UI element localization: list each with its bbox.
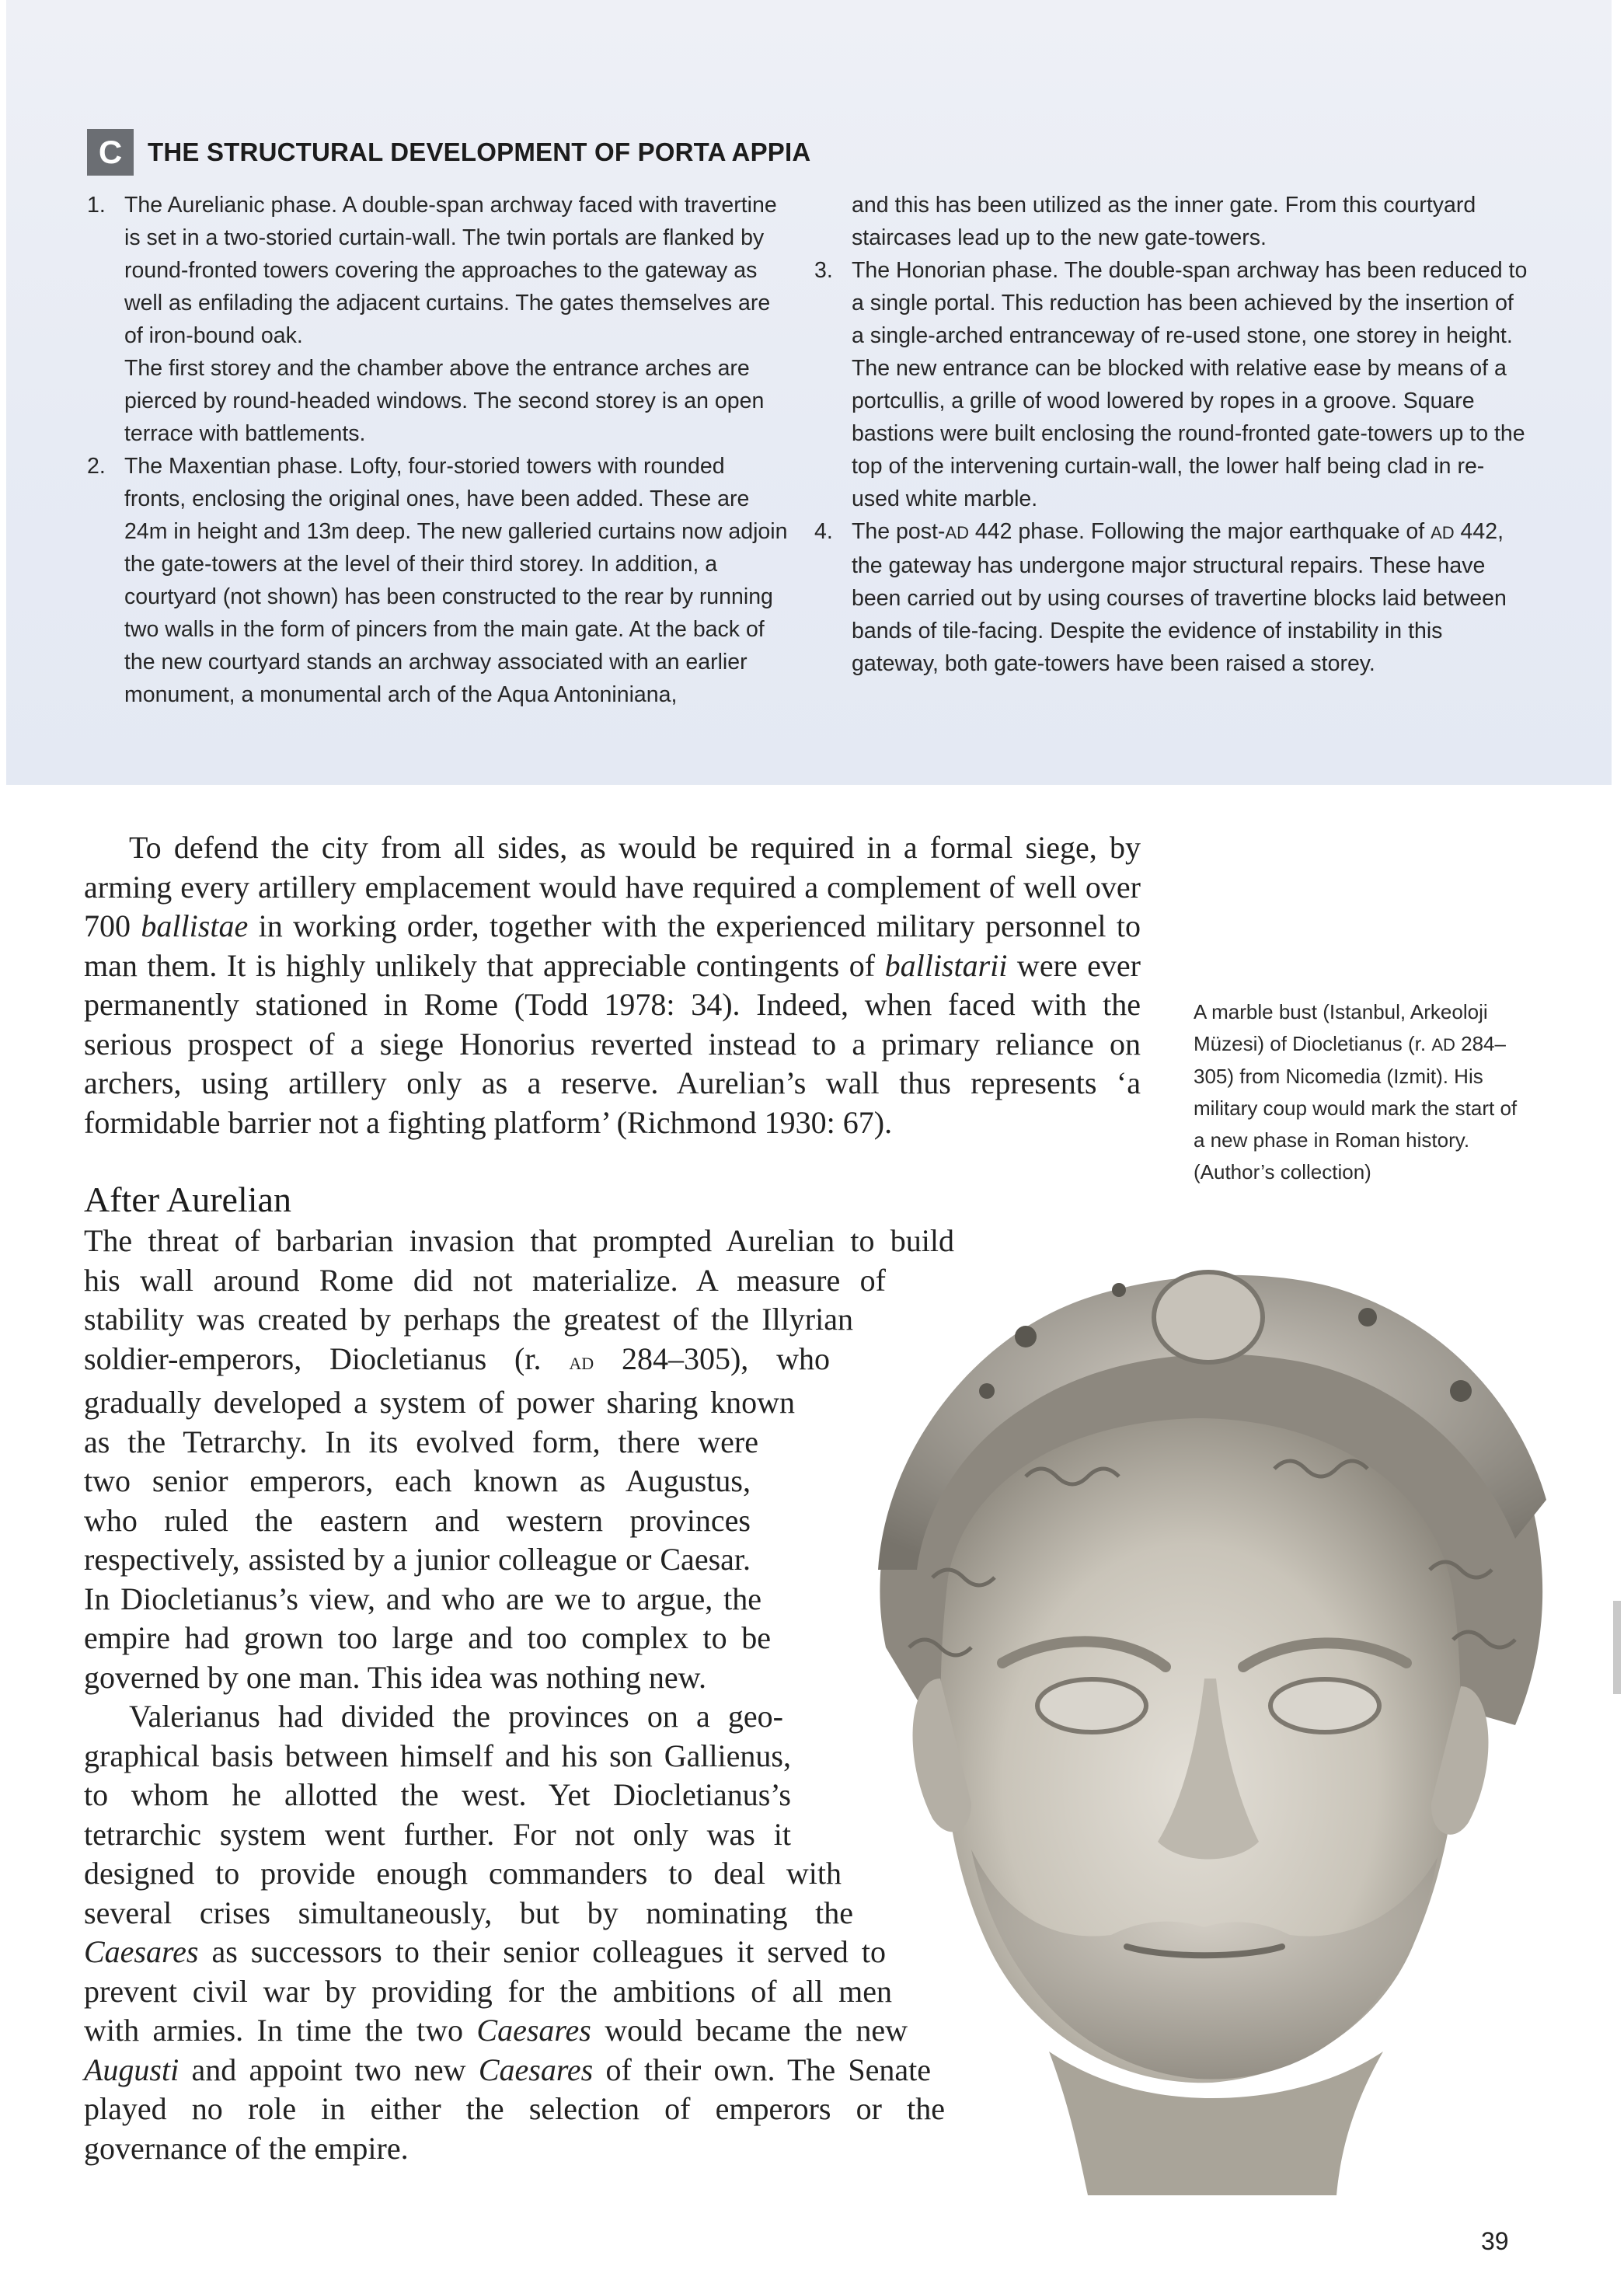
text-line: governed by one man. This idea was nothing new. [84,1659,706,1695]
text-line: his wall around Rome did not materialize. A measure of [84,1262,886,1298]
text-run: The post- [852,519,946,544]
era-small-caps: AD [945,523,969,542]
text-line [84,2011,908,2051]
body-paragraphs-after-aurelian [84,1222,954,2168]
era-small-caps: AD [1431,523,1455,542]
phase-2-item [87,450,790,711]
page-number: 39 [1481,2227,1509,2255]
text-line [84,1340,830,1384]
text-line: stability was created by perhaps the greatest of the Illyrian [84,1302,853,1337]
italic-term: ballistae [141,908,249,943]
phase-1-item [87,189,790,450]
text-line [84,2051,931,2090]
era-small-caps: AD [1431,1035,1455,1055]
text-line: designed to provide enough commanders to deal with [84,1856,842,1891]
phase-1-text-continued: The first storey and the chamber above the entrance arches are pierced by round-headed windows. The second storey is an open terrace with battlements. [124,356,765,446]
phase-4-text [852,515,1531,680]
panel-title: THE STRUCTURAL DEVELOPMENT OF PORTA APPIA [148,138,811,166]
panel-column-left [87,189,790,711]
text-run: 442 phase. Following the major earthquake of [968,519,1431,544]
text-line: who ruled the eastern and western provinces [84,1502,751,1538]
bust-caption [1194,996,1528,1188]
text-line [84,1933,886,1972]
text-line: Valerianus had divided the provinces on a geo- [129,1699,783,1734]
panel-column-right [814,189,1531,680]
phase-number: 3. [814,258,833,283]
text-run: with armies. In time the two [84,2013,477,2048]
phase-2-text-continued: and this has been utilized as the inner gate. From this courtyard staircases lead up to the new gate-towers. [852,193,1476,250]
text-line: graphical basis between himself and his son Gallienus, [84,1738,791,1773]
era-small-caps: AD [569,1353,594,1373]
page-edge-mark [1613,1601,1621,1694]
phase-3-text: The Honorian phase. The double-span archway has been reduced to a single portal. This reduction has been achieved by the insertion of a single-arched entranceway of re-used stone, one storey in height. The new entrance can be blocked with relative ease by means of a portcullis, a grille of wood lowered by ropes in a groove. Square bastions were built enclosing the round-fronted gate-towers up to the top of the intervening curtain-wall, the lower half being clad in re-used white marble. [852,258,1528,511]
italic-term: Augusti [84,2052,179,2087]
text-line: empire had grown too large and too complex to be [84,1620,771,1655]
body-paragraph-artillery [84,828,1141,1142]
text-line: two senior emperors, each known as Augustus, [84,1463,751,1498]
phase-2-continued [814,189,1531,254]
text-run: 284–305) from Nicomedia (Izmit). His military coup would mark the start of a new phase in Roman history. (Author’s collection) [1194,1032,1518,1184]
italic-term: Caesares [476,2013,591,2048]
text-line: several crises simultaneously, but by nominating the [84,1895,853,1930]
text-line: The threat of barbarian invasion that prompted Aurelian to build [84,1223,954,1258]
phase-number: 2. [87,454,106,479]
text-run: would became the new [591,2013,908,2048]
italic-term: Caesares [84,1934,199,1969]
section-heading: After Aurelian [84,1180,291,1219]
text-line: governance of the empire. [84,2130,409,2166]
text-line: respectively, assisted by a junior colleague or Caesar. [84,1542,751,1577]
text-run: 442, the gateway has undergone major structural repairs. These have been carried out by using courses of travertine blocks laid between bands of tile-facing. Despite the evidence of instability in this gateway, both gate-towers have been raised a storey. [852,519,1507,676]
text-line: to whom he allotted the west. Yet Diocletianus’s [84,1777,791,1812]
text-line: tetrarchic system went further. For not only was it [84,1816,791,1852]
text-run: and appoint two new [179,2052,479,2087]
phase-1-text: The Aurelianic phase. A double-span archway faced with travertine is set in a two-storied curtain-wall. The twin portals are flanked by round-fronted towers covering the approaches to the gateway as well as enfilading the adjacent curtains. The gates themselves are of iron-bound oak. [124,193,777,348]
text-run: 284–305), who [594,1340,830,1376]
plate-letter-badge: C [87,129,134,176]
text-run: as successors to their senior colleagues it served to [198,1934,886,1969]
text-run: soldier-emperors, Diocletianus (r. [84,1340,570,1376]
phase-number: 1. [87,193,106,218]
italic-term: Caesares [478,2052,594,2087]
text-run: To defend the city from all sides, as would be required in a formal siege, by arming every artillery emplacement would have required a complement of well over 700 [84,830,1141,943]
phase-4-item [814,515,1531,680]
panel-heading [87,129,810,176]
phase-2-text: The Maxentian phase. Lofty, four-storied towers with rounded fronts, enclosing the original ones, have been added. These are 24m in height and 13m deep. The new galleried curtains now adjoin the gate-towers at the level of their third storey. In addition, a courtyard (not shown) has been constructed to the rear by running two walls in the form of pincers from the main gate. At the back of the new courtyard stands an archway associated with an earlier monument, a monumental arch of the Aqua Antoniniana, [124,454,788,707]
text-run: of their own. The Senate [593,2052,932,2087]
text-line: as the Tetrarchy. In its evolved form, there were [84,1424,758,1459]
text-line: In Diocletianus’s view, and who are we to argue, the [84,1581,761,1616]
structural-development-panel [6,0,1612,785]
text-line: played no role in either the selection of emperors or the [84,2091,945,2126]
text-line: gradually developed a system of power sharing known [84,1385,795,1420]
text-line: prevent civil war by providing for the ambitions of all men [84,1973,892,2009]
text-run: were ever permanently stationed in Rome (Todd 1978: 34). Indeed, when faced with the serious prospect of a siege Honorius reverted instead to a primary reliance on archers, using artillery only as a reserve. Aurelian’s wall thus represents ‘a formidable barrier not a fighting platform’ (Richmond 1930: 67). [84,947,1141,1140]
text-run: A marble bust (Istanbul, Arkeoloji Müzesi) of Diocletianus (r. [1194,1000,1488,1055]
italic-term: ballistarii [884,947,1008,983]
text-run: in working order, together with the experienced military personnel to man them. It is highly unlikely that appreciable contingents of [84,908,1141,983]
phase-3-item [814,254,1531,515]
phase-number: 4. [814,519,833,544]
